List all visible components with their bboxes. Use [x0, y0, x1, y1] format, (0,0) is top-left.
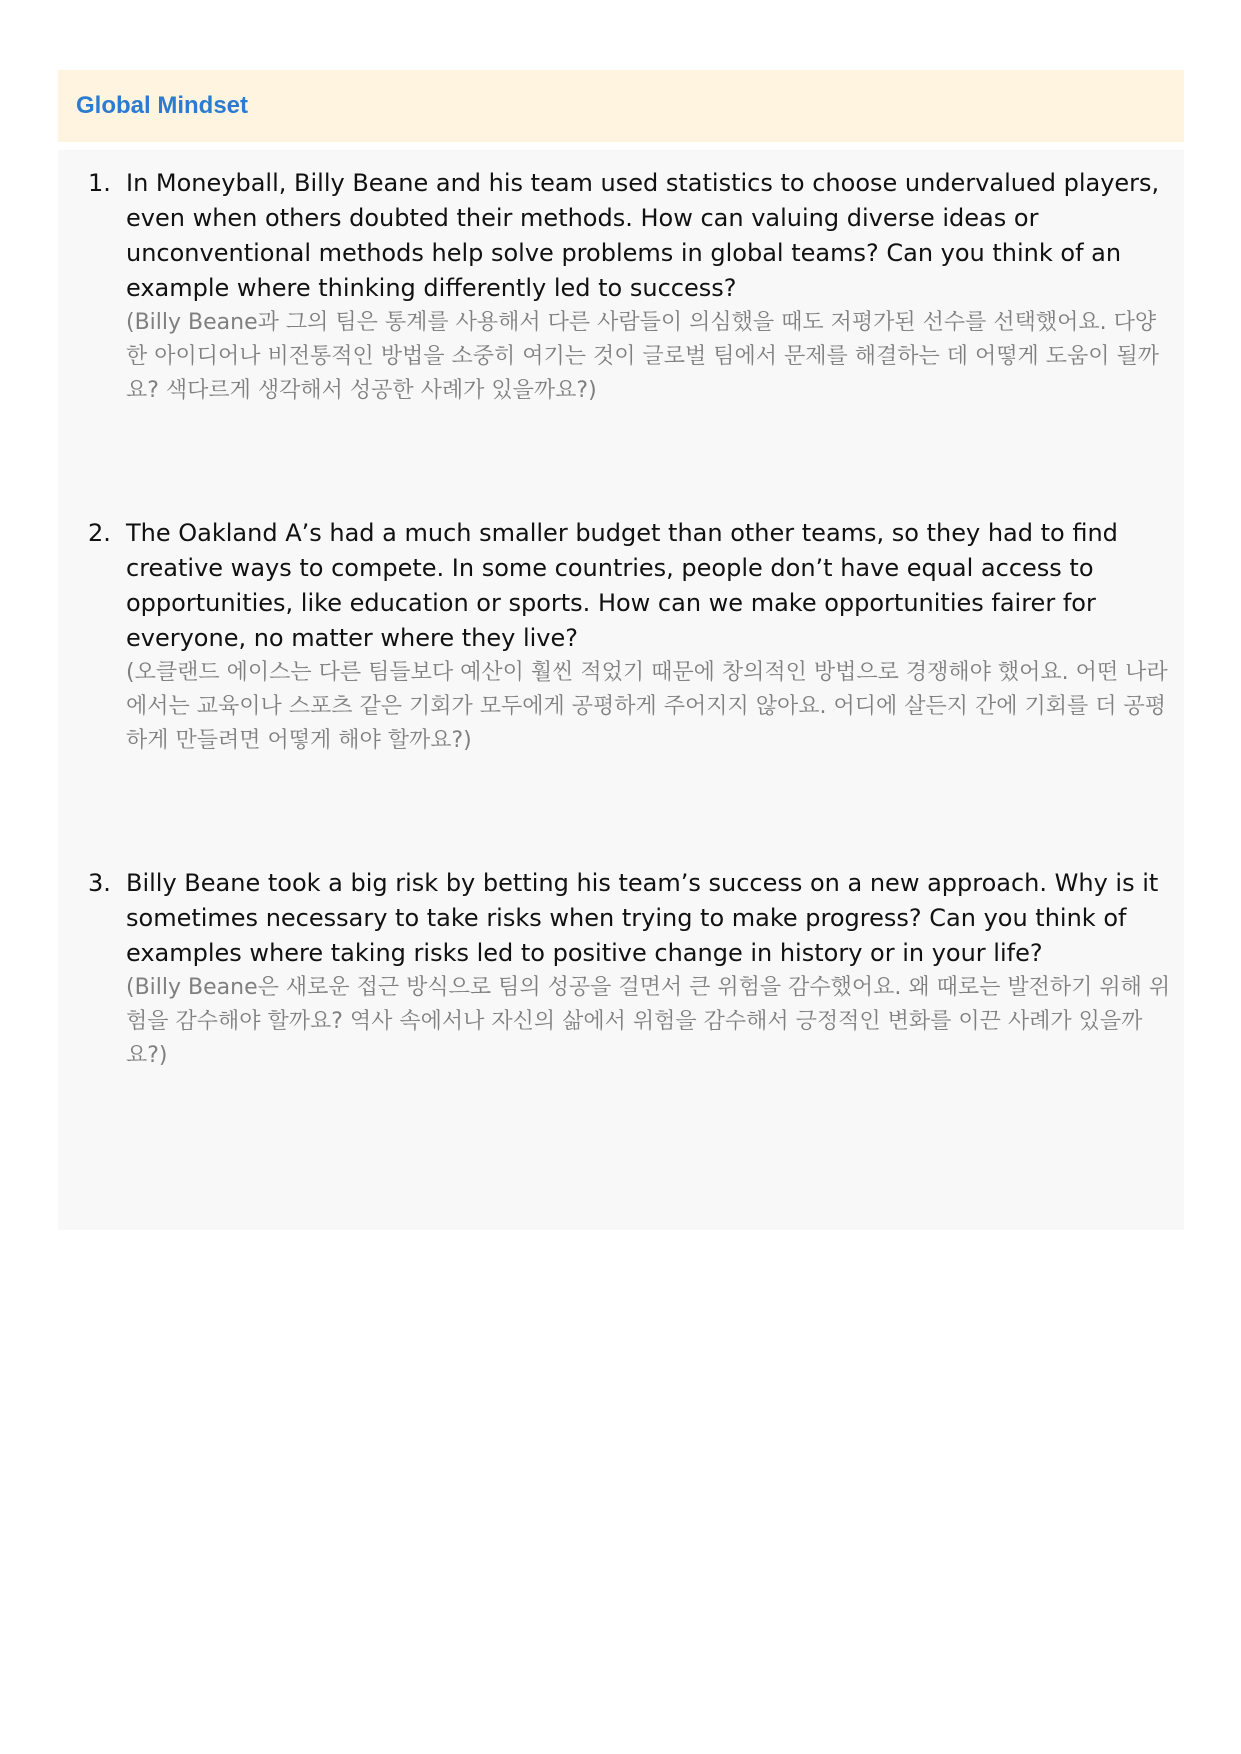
question-text-korean: (Billy Beane과 그의 팀은 통계를 사용해서 다른 사람들이 의심했을 때도 저평가된 선수를 선택했어요. 다양한 아이디어나 비전통적인 방법을 소중히 여기는 것이 글로벌 팀에서 문제를 해결하는 데 어떻게 도움이 될까요? 색다르게 생각해서 성공한 사례가 있을까요?): [126, 310, 1159, 403]
question-body: [126, 866, 1176, 1073]
question-body: [126, 516, 1176, 758]
question-text-english: In Moneyball, Billy Beane and his team used statistics to choose undervalued players, even when others doubted their methods. How can valuing diverse ideas or unconventional methods help solve problems in global teams? Can you think of an example where thinking differently led to success?: [126, 169, 1160, 302]
question-number: 2.: [88, 519, 111, 547]
question-text-korean: (오클랜드 에이스는 다른 팀들보다 예산이 훨씬 적었기 때문에 창의적인 방법으로 경쟁해야 했어요. 어떤 나라에서는 교육이나 스포츠 같은 기회가 모두에게 공평하게 주어지지 않아요. 어디에 살든지 간에 기회를 더 공평하게 만들려면 어떻게 해야 할까요?): [126, 660, 1168, 753]
questions-panel: [58, 150, 1184, 1230]
question-text-korean: (Billy Beane은 새로운 접근 방식으로 팀의 성공을 걸면서 큰 위험을 감수했어요. 왜 때로는 발전하기 위해 위험을 감수해야 할까요? 역사 속에서나 자신의 삶에서 위험을 감수해서 긍정적인 변화를 이끈 사례가 있을까요?): [126, 975, 1171, 1068]
question-text-english: Billy Beane took a big risk by betting his team’s success on a new approach. Why is it sometimes necessary to take risks when trying to make progress? Can you think of examples where taking risks led to positive change in history or in your life?: [126, 869, 1159, 967]
question-body: [126, 166, 1176, 408]
question-text-english: The Oakland A’s had a much smaller budget than other teams, so they had to find creative ways to compete. In some countries, people don’t have equal access to opportunities, like education or sports. How can we make opportunities fairer for everyone, no matter where they live?: [126, 519, 1118, 652]
section-title: Global Mindset: [76, 92, 249, 119]
question-number: 1.: [88, 169, 111, 197]
section-header: [58, 70, 1184, 142]
question-number: 3.: [88, 869, 111, 897]
